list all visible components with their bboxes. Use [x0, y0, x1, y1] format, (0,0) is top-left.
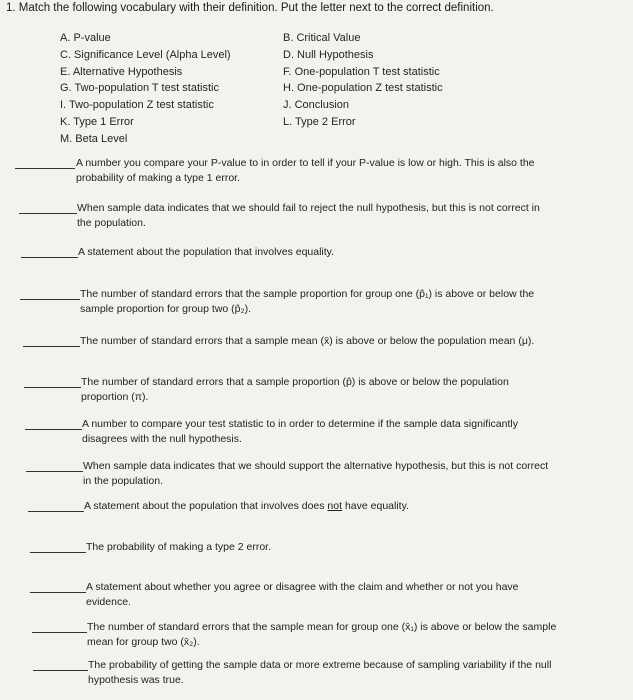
answer-blank[interactable]	[26, 471, 83, 472]
vocab-item-c: C. Significance Level (Alpha Level)	[60, 48, 231, 61]
vocabulary-list-right	[283, 30, 443, 131]
vocab-item-h: H. One-population Z test statistic	[283, 82, 443, 95]
answer-blank[interactable]	[30, 592, 86, 593]
vocab-item-k: K. Type 1 Error	[60, 115, 134, 128]
definition-text: A statement about whether you agree or disagree with the claim and whether or not you have evidence.	[86, 581, 519, 608]
answer-blank[interactable]	[32, 632, 87, 633]
answer-blank[interactable]	[28, 511, 84, 512]
vocab-item-m: M. Beta Level	[60, 132, 128, 145]
vocab-item-b: B. Critical Value	[283, 32, 361, 44]
definition-text: The probability of getting the sample data or more extreme because of sampling variability if the null hypothesis was true.	[88, 659, 552, 686]
definition-text: A number you compare your P-value to in order to tell if your P-value is low or high. This is also the probability of making a type 1 error.	[76, 157, 535, 184]
vocab-item-j: J. Conclusion	[283, 99, 350, 112]
definition-text: The number of standard errors that the sample mean for group one (x̄₁) is above or below the sample mean for group two (x̄₂).	[87, 621, 557, 648]
answer-blank[interactable]	[15, 168, 75, 169]
vocab-item-d: D. Null Hypothesis	[283, 48, 374, 61]
definition-item	[21, 245, 621, 263]
definition-text: The number of standard errors that a sample mean (x̄) is above or below the population mean (μ).	[80, 335, 535, 347]
definition-text: When sample data indicates that we should fail to reject the null hypothesis, but this is not correct in the population.	[77, 202, 540, 229]
answer-blank[interactable]	[25, 429, 82, 430]
definition-item	[20, 287, 620, 319]
vocab-item-f: F. One-population T test statistic	[283, 65, 440, 78]
definition-item	[28, 499, 618, 517]
definition-text: When sample data indicates that we should support the alternative hypothesis, but this is not correct in the population.	[83, 460, 549, 487]
definition-text: The number of standard errors that the sample proportion for group one (p̂₁) is above or below the sample proportion for group two (p̂₂).	[80, 288, 535, 315]
vocab-item-g: G. Two-population T test statistic	[60, 82, 219, 95]
answer-blank[interactable]	[19, 213, 77, 214]
answer-blank[interactable]	[33, 670, 88, 671]
vocabulary-list-left	[60, 30, 231, 148]
vocab-item-i: I. Two-population Z test statistic	[60, 99, 214, 112]
definition-item	[26, 459, 616, 491]
definition-text: The probability of making a type 2 error.	[86, 541, 272, 553]
definition-item	[30, 580, 620, 612]
vocab-item-e: E. Alternative Hypothesis	[60, 65, 183, 78]
question-title: 1. Match the following vocabulary with their definition. Put the letter next to the correct definition.	[6, 2, 494, 14]
answer-blank[interactable]	[30, 552, 86, 553]
answer-blank[interactable]	[20, 299, 80, 300]
answer-blank[interactable]	[23, 346, 80, 347]
definition-text: A statement about the population that involves does not have equality.	[84, 500, 409, 512]
definition-item	[25, 417, 615, 449]
answer-blank[interactable]	[24, 387, 81, 388]
definition-item	[32, 620, 624, 652]
vocab-item-a: A. P-value	[60, 32, 111, 44]
definition-item	[33, 658, 625, 690]
definition-item	[24, 375, 614, 407]
definition-item	[23, 334, 623, 352]
vocab-item-l: L. Type 2 Error	[283, 115, 356, 128]
definition-text: The number of standard errors that a sample proportion (p̂) is above or below the population proportion (π).	[81, 376, 509, 403]
definition-item	[15, 156, 615, 188]
definition-text: A number to compare your test statistic to in order to determine if the sample data significantly disagrees with the null hypothesis.	[82, 418, 518, 445]
definition-item	[19, 201, 619, 233]
definition-text: A statement about the population that involves equality.	[78, 246, 335, 258]
answer-blank[interactable]	[21, 257, 78, 258]
definition-item	[30, 540, 620, 558]
